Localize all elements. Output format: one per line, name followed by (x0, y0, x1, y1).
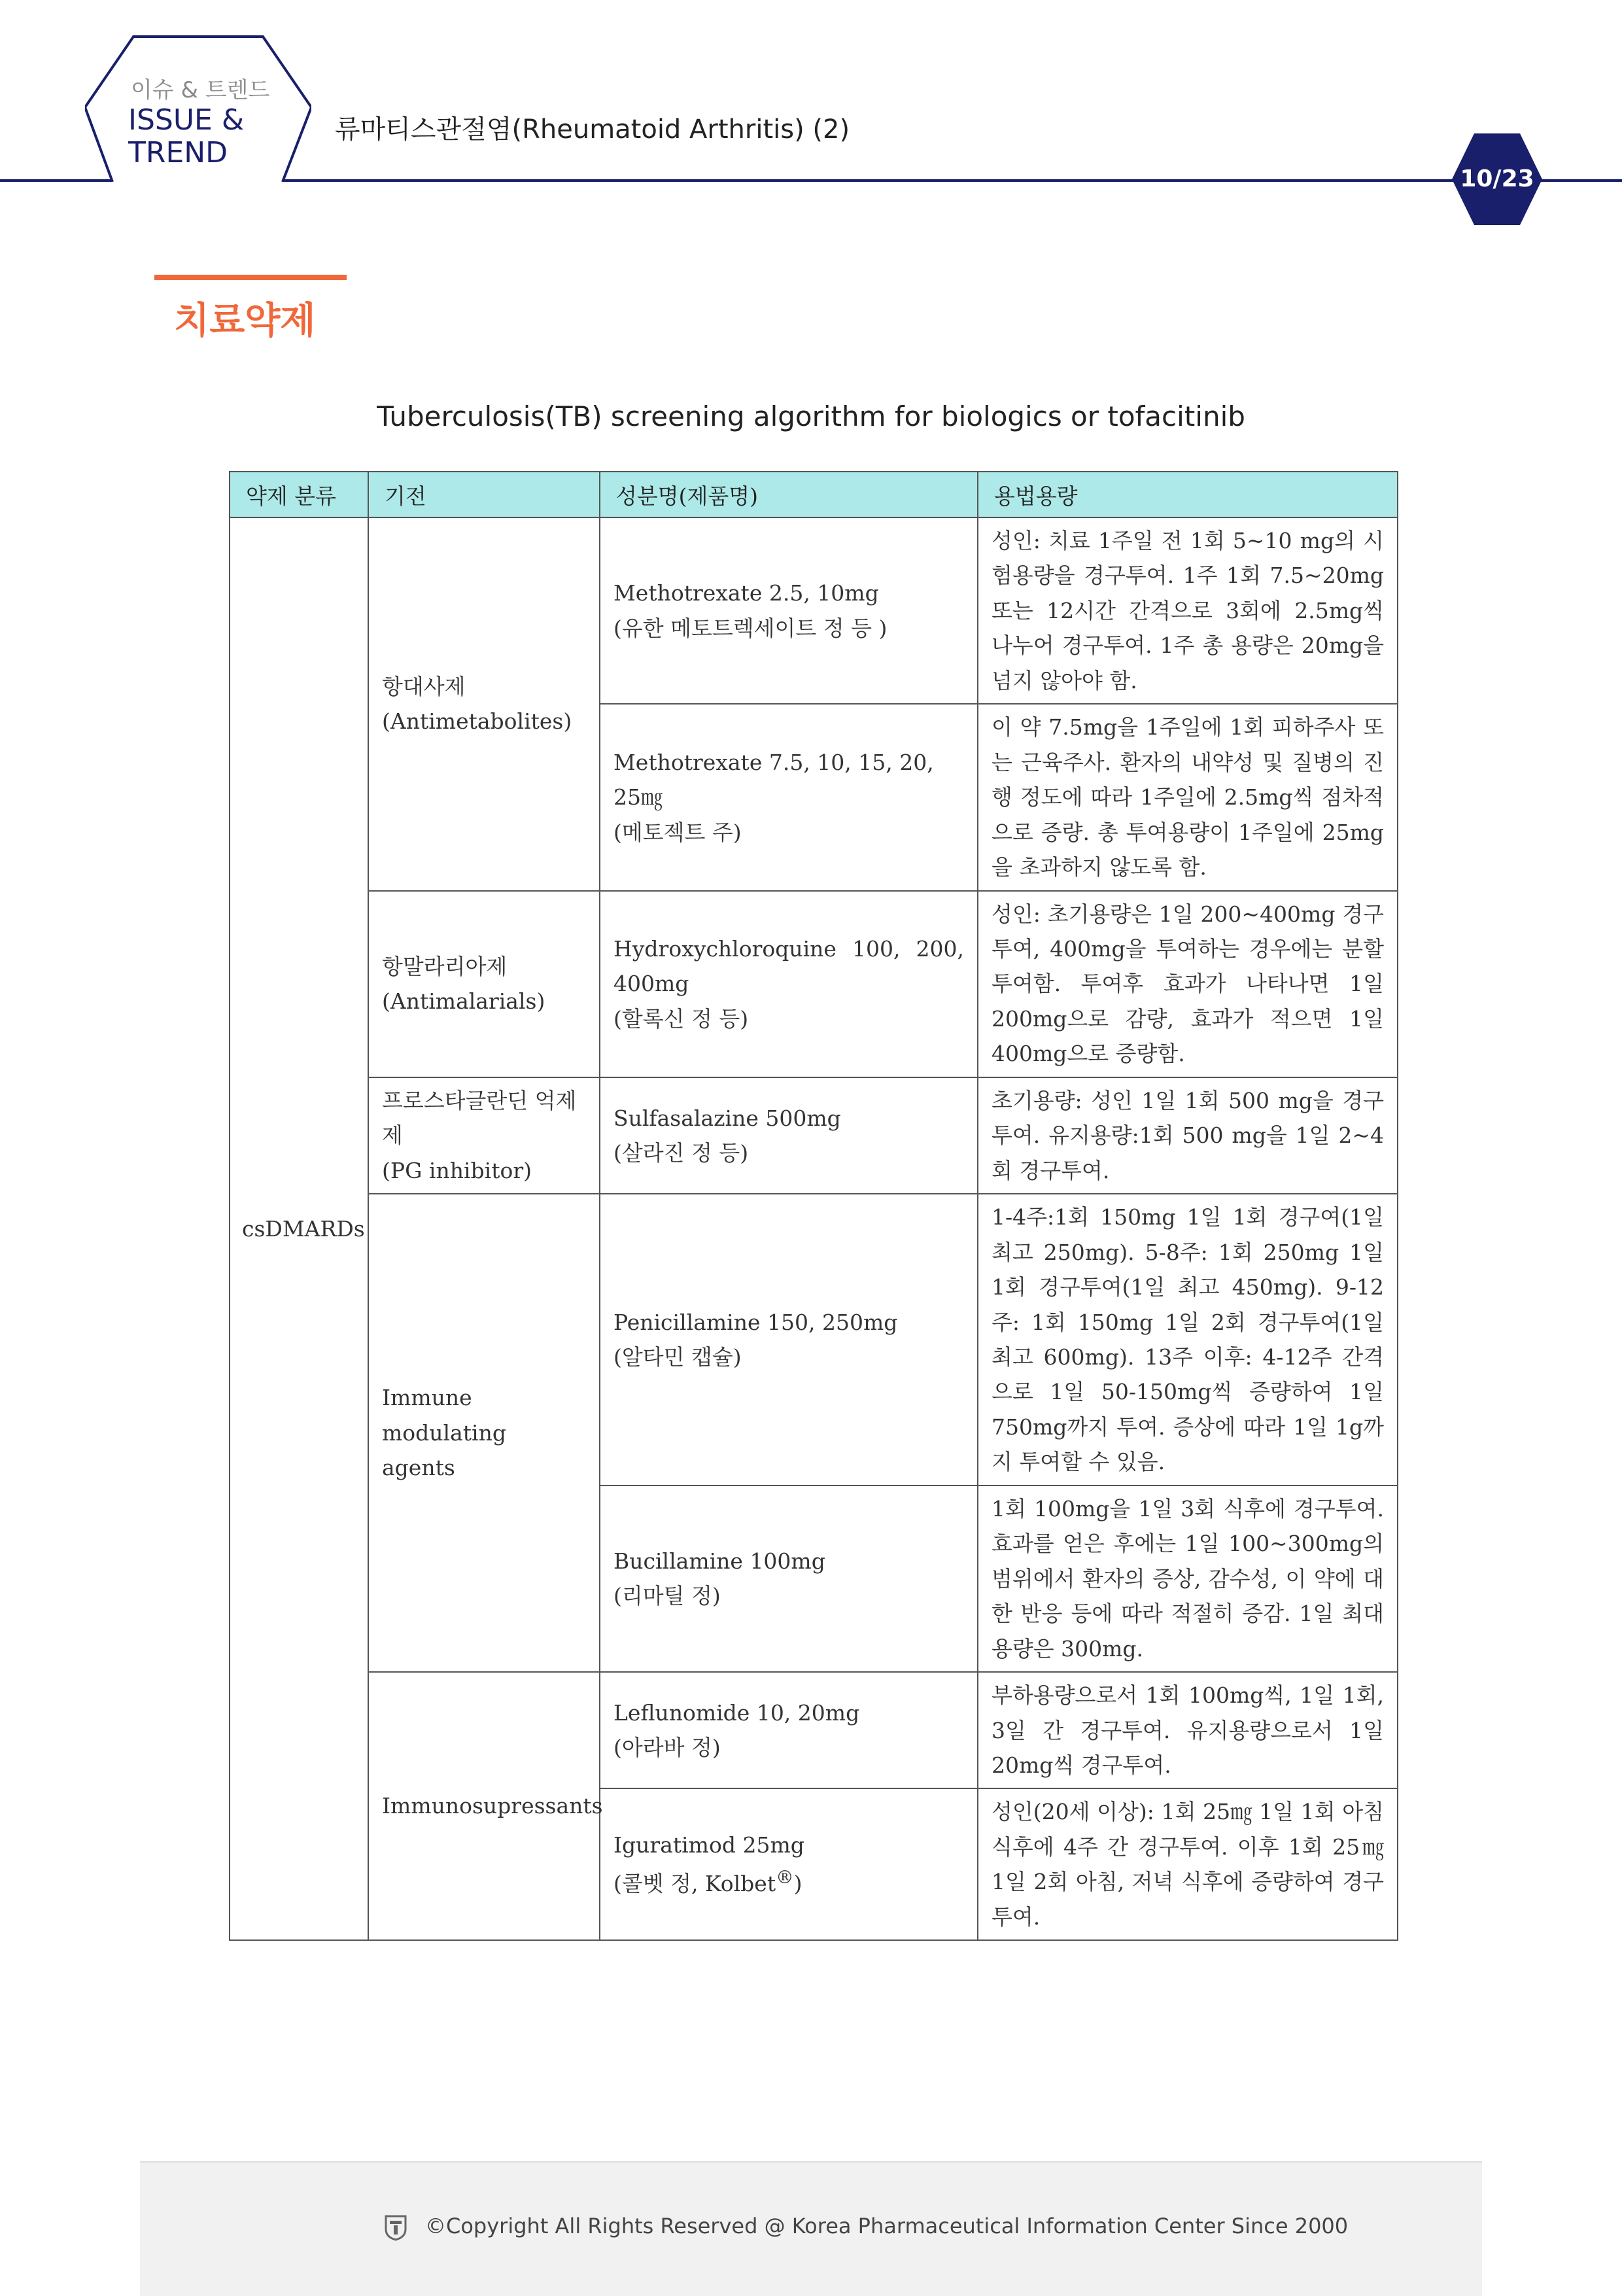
ingredient-cell (600, 1672, 978, 1788)
drug-class-label: csDMARDs (242, 1215, 365, 1242)
drug-product: (아라바 정) (613, 1735, 721, 1761)
mechanism-en: (PG inhibitor) (382, 1157, 532, 1183)
registered-mark: ® (776, 1866, 794, 1888)
ingredient-cell (600, 1788, 978, 1940)
drug-product: (메토젝트 주) (613, 819, 742, 845)
table-row (230, 1672, 1398, 1788)
copyright-text: ©Copyright All Rights Reserved @ Korea Pharmaceutical Information Center Since 2000 (425, 2214, 1349, 2238)
badge-english-label-line1: ISSUE & (128, 103, 245, 137)
ingredient-cell (600, 1486, 978, 1672)
drug-table (229, 471, 1398, 1941)
mechanism-en: Immunosupressants (382, 1793, 603, 1819)
table-row (230, 517, 1398, 704)
footer (140, 2161, 1482, 2296)
drug-name: Bucillamine 100mg (613, 1548, 825, 1574)
mechanism-kr: 항말라리아제 (382, 953, 508, 979)
document-title: 류마티스관절염(Rheumatoid Arthritis) (2) (335, 114, 850, 145)
drug-product: (살라진 정 등) (613, 1139, 749, 1166)
dosage-cell: 부하용량으로서 1회 100mg씩, 1일 1회, 3일 간 경구투여. 유지용량으로서 1일 20mg씩 경구투여. (978, 1672, 1398, 1788)
drug-product: (알타민 캡슐) (613, 1344, 742, 1370)
mechanism-cell (368, 1194, 600, 1672)
header-drug-class: 약제 분류 (230, 472, 368, 517)
drug-product-text: (콜벳 정, Kolbet (613, 1870, 776, 1896)
drug-name: Leflunomide 10, 20mg (613, 1699, 860, 1726)
badge-korean-label: 이슈 & 트렌드 (131, 77, 270, 103)
badge-english-label-line2: TREND (128, 136, 228, 169)
drug-product: (유한 메토트렉세이트 정 등 ) (613, 615, 888, 641)
mechanism-cell (368, 1077, 600, 1194)
mechanism-cell (368, 891, 600, 1077)
drug-product: (할록신 정 등) (613, 1005, 749, 1032)
ingredient-cell (600, 517, 978, 704)
table-row (230, 1194, 1398, 1486)
dosage-cell: 성인(20세 이상): 1회 25㎎ 1일 1회 아침 식후에 4주 간 경구투여. 이후 1회 25㎎ 1일 2회 아침, 저녁 식후에 증량하여 경구투여. (978, 1788, 1398, 1940)
kpic-crest-icon (385, 2215, 407, 2241)
drug-name: Methotrexate 2.5, 10mg (613, 580, 879, 606)
table-row (230, 891, 1398, 1077)
drug-name: Iguratimod 25mg (613, 1832, 804, 1858)
drug-class-cell (230, 517, 368, 1940)
header-ingredient: 성분명(제품명) (600, 472, 978, 517)
dosage-cell: 성인: 치료 1주일 전 1회 5~10 mg의 시험용량을 경구투여. 1주 1회 7.5~20mg 또는 12시간 간격으로 3회에 2.5mg씩 나누어 경구투여. 1주 총 용량은 20mg을 넘지 않아야 함. (978, 517, 1398, 704)
dosage-cell: 이 약 7.5mg을 1주일에 1회 피하주사 또는 근육주사. 환자의 내약성 및 질병의 진행 정도에 따라 1주일에 2.5mg씩 점차적으로 증량. 총 투여용량이 1주일에 25mg을 초과하지 않도록 함. (978, 704, 1398, 890)
dosage-cell: 1회 100mg을 1일 3회 식후에 경구투여. 효과를 얻은 후에는 1일 100~300mg의 범위에서 환자의 증상, 감수성, 이 약에 대한 반응 등에 따라 적절히 증감. 1일 최대 용량은 300mg. (978, 1486, 1398, 1672)
table-header-row (230, 472, 1398, 517)
drug-name: Methotrexate 7.5, 10, 15, 20, 25㎎ (613, 749, 934, 810)
dosage-cell: 1-4주:1회 150mg 1일 1회 경구여(1일 최고 250mg). 5-8주: 1회 250mg 1일 1회 경구투여(1일 최고 450mg). 9-12주: 1회 150mg 1일 2회 경구투여(1일 최고 600mg). 13주 이후: 4-12주 간격으로 1일 50-150mg씩 증량하여 1일 750mg까지 투여. 증상에 따라 1일 1g까지 투여할 수 있음. (978, 1194, 1398, 1486)
mechanism-kr: 항대사제 (382, 673, 466, 699)
drug-name: Hydroxychloroquine 100, 200, 400mg (613, 935, 964, 997)
drug-name: Sulfasalazine 500mg (613, 1105, 841, 1131)
mechanism-cell (368, 517, 600, 891)
drug-product-close: ) (793, 1870, 802, 1896)
issue-trend-badge (85, 34, 311, 182)
drug-product: (리마틸 정) (613, 1583, 721, 1609)
mechanism-en: agents (382, 1455, 455, 1481)
ingredient-cell (600, 704, 978, 890)
section-title: 치료약제 (174, 300, 316, 342)
ingredient-cell (600, 1077, 978, 1194)
page-indicator (1451, 132, 1544, 226)
mechanism-cell (368, 1672, 603, 1940)
drug-product (613, 1863, 964, 1901)
mechanism-kr: 프로스타글란딘 억제제 (382, 1087, 577, 1149)
header-dosage: 용법용량 (978, 472, 1398, 517)
page-number: 10/23 (1460, 165, 1534, 192)
mechanism-en: Immune (382, 1385, 472, 1411)
ingredient-cell (600, 891, 978, 1077)
table-caption: Tuberculosis(TB) screening algorithm for biologics or tofacitinib (377, 400, 1245, 432)
mechanism-en: modulating (382, 1419, 506, 1446)
drug-name: Penicillamine 150, 250mg (613, 1309, 898, 1335)
section-accent-bar (154, 275, 347, 280)
mechanism-en: (Antimalarials) (382, 988, 545, 1015)
mechanism-en: (Antimetabolites) (382, 708, 572, 735)
header-mechanism: 기전 (368, 472, 600, 517)
dosage-cell: 성인: 초기용량은 1일 200~400mg 경구투여, 400mg을 투여하는 경우에는 분할투여함. 투여후 효과가 나타나면 1일 200mg으로 감량, 효과가 적으면 1일 400mg으로 증량함. (978, 891, 1398, 1077)
dosage-cell: 초기용량: 성인 1일 1회 500 mg을 경구투여. 유지용량:1회 500 mg을 1일 2~4회 경구투여. (978, 1077, 1398, 1194)
table-row (230, 1077, 1398, 1194)
ingredient-cell (600, 1194, 978, 1486)
